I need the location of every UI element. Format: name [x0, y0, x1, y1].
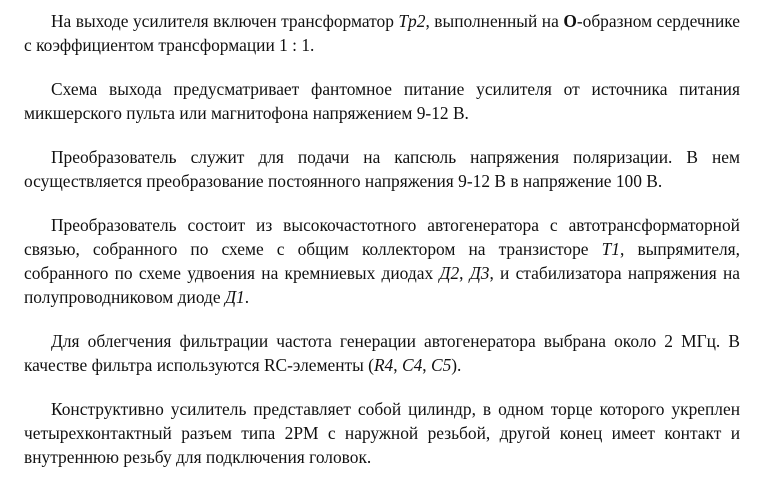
text-run-italic: Tp2	[398, 11, 426, 31]
text-run-italic: R4	[373, 355, 394, 375]
paragraph	[24, 145, 740, 193]
document-body	[24, 9, 740, 489]
text-run-italic: С5	[430, 355, 452, 375]
text-run-italic: Д1	[224, 287, 245, 307]
paragraph	[24, 77, 740, 125]
text-run: Схема выхода предусматривает фантомное питание усилителя от источника питания микшерского пульта или магнитофона напряжением 9-12 В.	[24, 79, 740, 123]
paragraph	[24, 397, 740, 469]
text-run-bold: О	[563, 11, 577, 31]
text-run: Для облегчения фильтрации частота генерации автогенератора выбрана около 2 МГц. В качестве фильтра используются RC-элементы (	[24, 331, 740, 375]
text-run: -образном сердечнике с коэффициентом трансформации 1 : 1.	[24, 11, 740, 55]
text-run: , выполненный на	[425, 11, 564, 31]
paragraph	[24, 329, 740, 377]
paragraph	[24, 213, 740, 309]
text-run: На выходе усилителя включен трансформатор	[51, 11, 399, 31]
text-run: Преобразователь состоит из высокочастотного автогенератора с автотрансформаторной связью, собранного по схеме с общим коллектором на транзисторе	[24, 215, 740, 259]
text-run: ).	[451, 355, 462, 375]
text-run: Конструктивно усилитель представляет собой цилиндр, в одном торце которого укреплен четырехконтактный разъем типа 2РМ с наружной резьбой, другой конец имеет контакт и внутреннюю резьбу для подключения головок.	[24, 399, 740, 467]
text-run: .	[244, 287, 250, 307]
text-run: Преобразователь служит для подачи на капсюль напряжения поляризации. В нем осуществляется преобразование постоянного напряжения 9-12 В в напряжение 100 В.	[24, 147, 740, 191]
text-run: ,	[459, 263, 470, 283]
text-run: , выпрямителя, собранного по схеме удвоения на кремниевых диодах	[24, 239, 740, 283]
paragraph	[24, 9, 740, 57]
text-run-italic: Д2	[439, 263, 460, 283]
text-run: ,	[422, 355, 431, 375]
text-run-italic: Т1	[601, 239, 620, 259]
text-run: , и стабилизатора напряжения на полупроводниковом диоде	[24, 263, 740, 307]
text-run-italic: С4	[401, 355, 423, 375]
text-run: ,	[393, 355, 402, 375]
text-run-italic: Д3	[469, 263, 490, 283]
